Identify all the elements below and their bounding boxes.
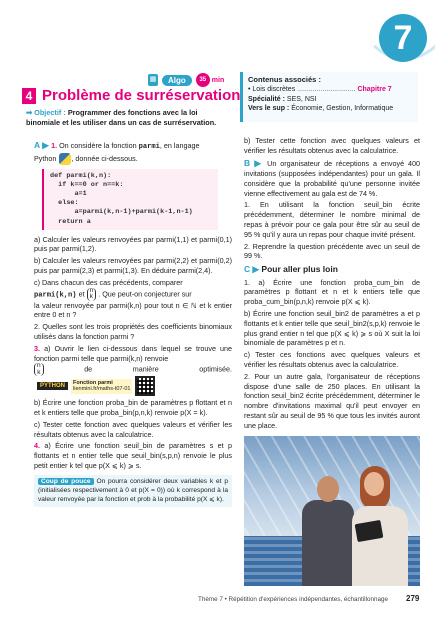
part-a-q3: 3. a) Ouvrir le lien ci-dessous dans lequel se trouve une fonction parmi telle que parmi(k,n) renvoie n k de manière optimisée. PYTHON Fonction parmi lienmini.fr/maths-t07-01 bbox=[34, 344, 232, 397]
activity-title: Problème de surréservation bbox=[42, 87, 241, 104]
further-line: Vers le sup : Économie, Gestion, Informatique bbox=[248, 105, 394, 112]
associated-item: • Lois discrètes .............................. Chapitre 7 bbox=[248, 86, 392, 94]
part-c-q1c: c) Tester ces fonctions avec quelques valeurs et vérifier les résultats obtenus avec la calculatrice. bbox=[244, 350, 420, 369]
code-line: else: bbox=[50, 199, 79, 208]
part-c-q1: 1. a) Écrire une fonction proba_cum_bin de paramètres p flottant et n et k entiers telle que proba_cum_bin(p,n,k) renvoie p(X ⩽ k). bbox=[244, 277, 420, 307]
objective-label: ➡ Objectif : bbox=[26, 108, 66, 117]
code-line: if k==0 or n==k: bbox=[50, 180, 124, 189]
code-line: a=parmi(k,n-1)+parmi(k-1,n-1) bbox=[50, 208, 193, 217]
footer-theme: Thème 7 • Répétition d'expériences indépendantes, échantillonnage bbox=[198, 596, 388, 603]
hint-text: On pourra considérer deux variables k et p (initialisées respectivement à 0 et p(X = 0)) où k correspond à la valeur renvoyée par la fonction et prob à la probabilité p(X ⩽ k). bbox=[38, 477, 228, 503]
specialty-line: Spécialité : SES, NSI bbox=[248, 95, 317, 103]
part-a-qb: b) Calculer les valeurs renvoyées par parmi(2,2) et parmi(0,2) puis par parmi(2,3) et parmi(1,3). En déduire parmi(2,4). bbox=[34, 256, 232, 276]
code-block bbox=[42, 169, 218, 230]
stadium-photo bbox=[244, 436, 420, 586]
code-line: a=1 bbox=[50, 189, 87, 198]
left-column bbox=[34, 140, 232, 507]
duration-badge bbox=[196, 73, 224, 87]
activity-badges bbox=[148, 73, 224, 87]
part-c-q2: 2. Pour un autre gala, l'organisateur de réceptions dispose d'une salle de 250 places. En utilisant la fonction seuil_bin2 écrite précédemment, déterminer le nombre d'invitations maximal qu'il peut envoyer en restant sûr au seuil de 95 % que tous les invités auront une place. bbox=[244, 371, 420, 430]
activity-header bbox=[22, 87, 240, 104]
page-number: 279 bbox=[406, 594, 420, 603]
associated-contents-box bbox=[240, 72, 418, 122]
part-a-qc: c) Dans chacun des cas précédents, comparer parmi(k,n) et n k . Que peut-on conjecturer sur la valeur renvoyée par parmi(k,n) pour tout n ∈ ℕ et k entier entre 0 et n ? bbox=[34, 277, 232, 320]
activity-number: 4 bbox=[22, 88, 36, 104]
code-line: def parmi(k,n): bbox=[50, 171, 112, 180]
part-a-label: A bbox=[34, 140, 40, 150]
objective bbox=[26, 108, 230, 128]
binomial-symbol: n k bbox=[34, 363, 44, 376]
part-c-q1b: b) Écrire une fonction seuil_bin2 de paramètres a et p flottants et k entier telle que seuil_bin2(s,p,k) renvoie le plus grand entier n tel que p(X ⩽ k) ⩾ s où X suit la loi binomiale de paramètres p et n. bbox=[244, 309, 420, 348]
part-a-q3c: c) Tester cette fonction avec quelques valeurs et vérifier les résultats obtenus avec la calculatrice. bbox=[34, 419, 232, 439]
part-a-qa: a) Calculer les valeurs renvoyées par parmi(1,1) et parmi(0,1) puis par parmi(1,2). bbox=[34, 234, 232, 254]
part-a-q1: A ▶ 1. On considère la fonction parmi, en langage Python , donnée ci-dessous. bbox=[34, 140, 200, 163]
part-c-label: C bbox=[244, 264, 251, 275]
chapter-link[interactable]: Chapitre 7 bbox=[357, 86, 392, 94]
duration-unit: min bbox=[211, 76, 225, 84]
part-a-q2: 2. Quelles sont les trois propriétés des coefficients binomiaux utilisés dans la fonction parmi ? bbox=[34, 322, 232, 341]
part-b-intro: B ▶ Un organisateur de réceptions a envoyé 400 invitations (supposées indépendantes) pour un gala. Il considère que la probabilité qu'une personne invitée vienne effectivement au gala est de 74 %. bbox=[244, 157, 420, 198]
python-tag: PYTHON bbox=[37, 382, 68, 390]
part-b-q2: 2. Reprendre la question précédente avec un seuil de 99 %. bbox=[244, 241, 420, 261]
duration-value: 35 bbox=[196, 73, 210, 87]
objective-text: Programmer des fonctions avec la loi binomiale et les utiliser dans un cas de surréservation. bbox=[26, 108, 217, 127]
part-b-q1: 1. En utilisant la fonction seuil_bin écrite précédemment, déterminer le nombre minimal de repas à prévoir pour ce gala pour être sûr au seuil de 95 % qu'il y aura un repas pour chaque invité présent. bbox=[244, 200, 420, 239]
chapter-number-badge: 7 bbox=[379, 14, 427, 62]
right-column bbox=[244, 136, 420, 432]
algo-badge: Algo bbox=[162, 75, 192, 86]
part-a-q3b: b) Écrire une fonction proba_bin de paramètres p flottant et n et k entiers telle que proba_bin(p,n,k) renvoie p(X = k). bbox=[34, 398, 232, 418]
python-link-box[interactable]: PYTHON Fonction parmi lienmini.fr/maths-t07-01 bbox=[37, 376, 155, 396]
part-a-q4b: b) Tester cette fonction avec quelques valeurs et vérifier les résultats obtenus avec la calculatrice. bbox=[244, 136, 420, 155]
python-logo-icon bbox=[59, 153, 71, 165]
associated-heading: Contenus associés : bbox=[248, 75, 321, 84]
code-line: return a bbox=[50, 217, 91, 226]
part-b-label: B bbox=[244, 157, 251, 168]
qr-code-icon[interactable] bbox=[135, 376, 155, 396]
hint-tag: Coup de pouce bbox=[38, 478, 94, 485]
part-c-title: Pour aller plus loin bbox=[261, 264, 338, 275]
man-figure bbox=[302, 476, 352, 586]
part-c-header: C ▶ Pour aller plus loin bbox=[244, 264, 338, 275]
hint-box bbox=[34, 475, 232, 508]
binomial-symbol: n k bbox=[87, 288, 97, 301]
part-a-q4: 4. a) Écrire une fonction seuil_bin de paramètres s et p flottants et n entier telle que seuil_bin(s,p,n) renvoie le plus petit entier k tel que p(X ⩽ k) ⩾ s. bbox=[34, 441, 232, 470]
calculator-icon: ▦ bbox=[148, 74, 158, 86]
